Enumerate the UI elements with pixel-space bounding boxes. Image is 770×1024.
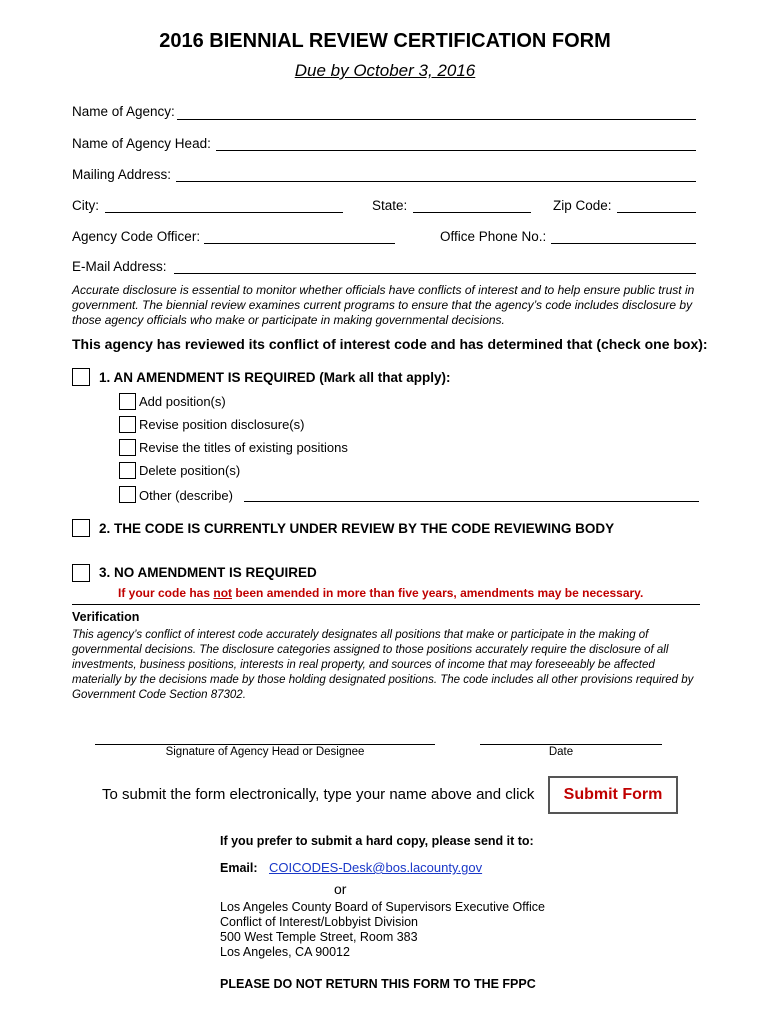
zip-field[interactable] <box>617 212 696 213</box>
option1-label: 1. AN AMENDMENT IS REQUIRED (Mark all that apply): <box>99 370 451 385</box>
city-field[interactable] <box>105 212 343 213</box>
form-title: 2016 BIENNIAL REVIEW CERTIFICATION FORM <box>159 30 611 52</box>
divider <box>72 604 700 605</box>
add-positions-checkbox[interactable] <box>119 393 136 410</box>
option2-checkbox[interactable] <box>72 519 90 537</box>
revise-titles-label: Revise the titles of existing positions <box>139 440 348 455</box>
zip-label: Zip Code: <box>553 198 612 213</box>
or-text: or <box>334 881 347 897</box>
option1-checkbox[interactable] <box>72 368 90 386</box>
intro-paragraph: Accurate disclosure is essential to monitor whether officials have conflicts of interest and to help ensure public trust in government. The biennial review examines current programs to ensure that the agency’s code includes disclosure by those agency officials who make or participate in making governmental decisions. <box>72 283 695 327</box>
mailing-address-label: Mailing Address: <box>72 167 172 182</box>
email-link[interactable]: COICODES-Desk@bos.lacounty.gov <box>269 860 483 875</box>
state-field[interactable] <box>413 212 531 213</box>
due-date: Due by October 3, 2016 <box>294 61 476 80</box>
email-address-field[interactable] <box>174 273 696 274</box>
revise-disclosure-label: Revise position disclosure(s) <box>139 417 305 432</box>
other-label: Other (describe) <box>139 488 233 503</box>
mailing-address-block <box>220 900 545 960</box>
other-checkbox[interactable] <box>119 486 136 503</box>
amendment-warning: If your code has not been amended in more than five years, amendments may be necessary. <box>118 586 644 600</box>
delete-positions-checkbox[interactable] <box>119 462 136 479</box>
agency-head-label: Name of Agency Head: <box>72 136 211 151</box>
office-phone-field[interactable] <box>551 243 696 244</box>
verification-heading: Verification <box>72 610 140 624</box>
fppc-notice: PLEASE DO NOT RETURN THIS FORM TO THE FPPC <box>220 977 536 991</box>
agency-name-field[interactable] <box>177 119 696 120</box>
office-phone-label: Office Phone No.: <box>440 229 547 244</box>
option3-label: 3. NO AMENDMENT IS REQUIRED <box>99 565 317 580</box>
submit-instruction: To submit the form electronically, type your name above and click <box>102 786 535 803</box>
date-label: Date <box>548 746 574 758</box>
hardcopy-intro: If you prefer to submit a hard copy, please send it to: <box>220 834 534 848</box>
add-positions-label: Add position(s) <box>139 394 226 409</box>
revise-titles-checkbox[interactable] <box>119 439 136 456</box>
city-label: City: <box>72 198 99 213</box>
agency-head-field[interactable] <box>216 150 696 151</box>
delete-positions-label: Delete position(s) <box>139 463 241 478</box>
signature-label: Signature of Agency Head or Designee <box>165 746 365 758</box>
address-line: Conflict of Interest/Lobbyist Division <box>220 915 419 929</box>
option3-checkbox[interactable] <box>72 564 90 582</box>
signature-field[interactable] <box>95 744 435 745</box>
email-address-label: E-Mail Address: <box>72 259 167 274</box>
mailing-address-field[interactable] <box>176 181 696 182</box>
other-describe-field[interactable] <box>244 501 699 502</box>
agency-name-label: Name of Agency: <box>72 104 175 119</box>
revise-disclosure-checkbox[interactable] <box>119 416 136 433</box>
code-officer-field[interactable] <box>204 243 395 244</box>
submit-form-button[interactable]: Submit Form <box>548 776 678 814</box>
code-officer-label: Agency Code Officer: <box>72 229 201 244</box>
option2-label: 2. THE CODE IS CURRENTLY UNDER REVIEW BY THE CODE REVIEWING BODY <box>99 521 615 536</box>
date-field[interactable] <box>480 744 662 745</box>
state-label: State: <box>372 198 408 213</box>
email-label: Email: <box>220 861 258 875</box>
address-line: Los Angeles County Board of Supervisors Executive Office <box>220 900 545 914</box>
address-line: Los Angeles, CA 90012 <box>220 945 350 959</box>
address-line: 500 West Temple Street, Room 383 <box>220 930 418 944</box>
determination-heading: This agency has reviewed its conflict of interest code and has determined that (check one box): <box>72 336 708 352</box>
verification-text: This agency’s conflict of interest code accurately designates all positions that make or participate in the making of governmental decisions. The disclosure categories assigned to those positions accurately require the disclosure of all investments, business positions, interests in real property, and sources of income that may foreseeably be affected materially by the decisions made by those holding designated positions. The code includes all other provisions required by Government Code Section 87302. <box>72 629 694 701</box>
